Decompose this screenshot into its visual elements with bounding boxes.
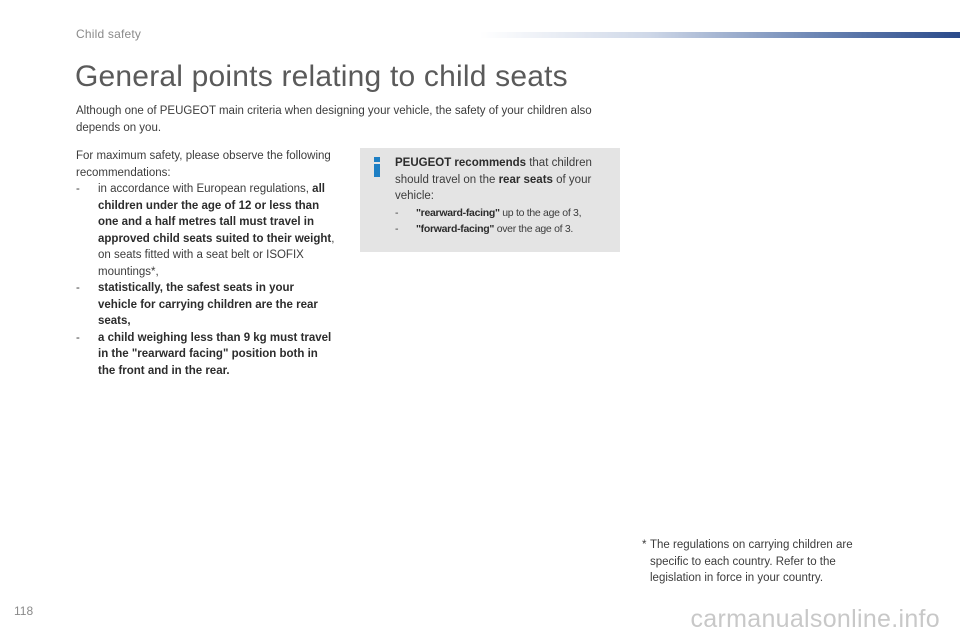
info-icon-glyph	[370, 156, 384, 178]
info-list-item	[395, 221, 617, 238]
info-text	[395, 155, 617, 238]
intro-paragraph: Although one of PEUGEOT main criteria when designing your vehicle, the safety of your children also depends on you.	[76, 105, 592, 134]
brand-recommends: PEUGEOT recommends	[395, 157, 527, 169]
recommendation-bold-text: a child weighing less than 9 kg must travel in the "rearward facing" position both in the front and in the rear.	[98, 331, 332, 377]
forward-facing-label: "forward-facing"	[416, 223, 495, 235]
header-bar	[480, 32, 960, 38]
watermark: carmanualsonline.info	[690, 605, 940, 633]
bullet-dash: -	[76, 331, 80, 344]
recommendation-item	[76, 330, 336, 380]
bullet-dash: -	[76, 282, 80, 294]
info-item-text: over the age of 3.	[494, 223, 574, 235]
info-box	[360, 148, 620, 252]
info-paragraph	[395, 155, 617, 205]
section-title: Child safety	[76, 27, 142, 41]
page-number: 118	[14, 604, 34, 618]
recommendation-tail-text: , on seats fitted with a seat belt or ISOFIX mountings*,	[98, 232, 335, 278]
info-text-part: of your vehicle:	[395, 173, 592, 202]
info-list-item	[395, 205, 617, 222]
footnote-star: *	[642, 539, 647, 551]
recommendations-column	[76, 148, 336, 379]
info-item-text: up to the age of 3,	[499, 206, 582, 219]
bullet-dash: -	[395, 206, 399, 219]
recommendation-bold-text: statistically, the safest seats in your vehicle for carrying children are the rear seats,	[98, 282, 318, 327]
footnote-text: The regulations on carrying children are specific to each country. Refer to the legislation in force in your country.	[650, 539, 853, 584]
bullet-dash: -	[76, 183, 80, 195]
recommendation-bold-text: all children under the age of 12 or less than one and a half metres tall must travel in approved child seats suited to their weight	[98, 183, 332, 245]
footnote	[642, 537, 882, 587]
recommendation-item	[76, 280, 336, 330]
rearward-facing-label: "rearward-facing"	[416, 206, 500, 219]
info-text-part: that children should travel on the	[395, 157, 592, 186]
rear-seats-text: rear seats	[498, 173, 553, 186]
recommendation-item	[76, 181, 336, 280]
recommendation-text: in accordance with European regulations,	[98, 183, 313, 195]
page-title: General points relating to child seats	[75, 60, 568, 93]
bullet-dash: -	[395, 223, 399, 235]
recommendations-lead: For maximum safety, please observe the following recommendations:	[76, 150, 331, 179]
info-icon	[370, 156, 384, 178]
